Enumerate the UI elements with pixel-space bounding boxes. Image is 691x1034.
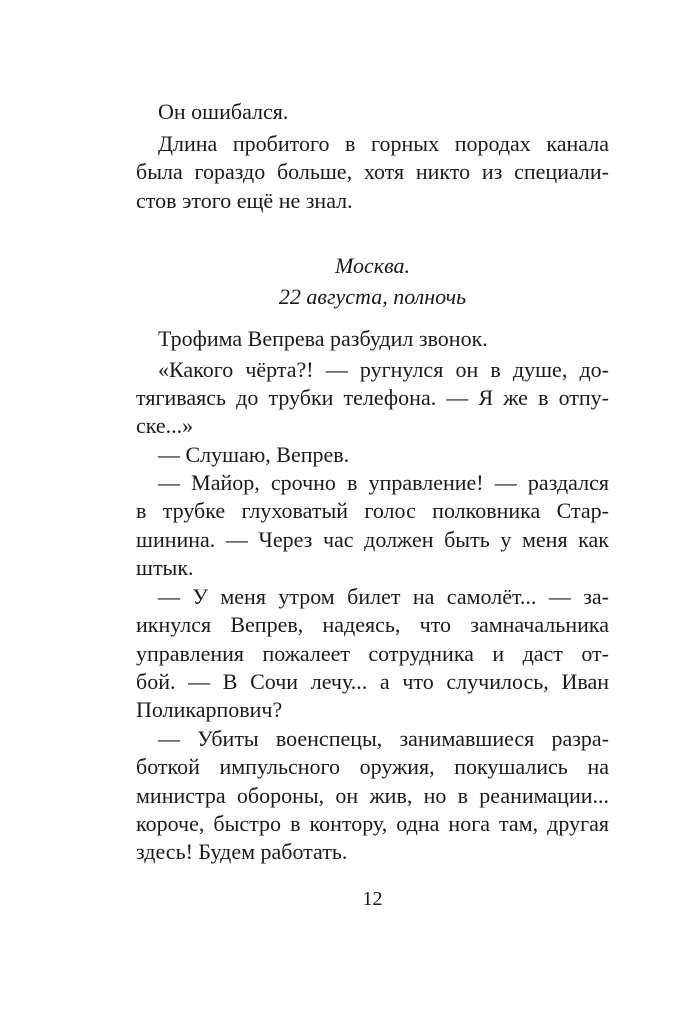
paragraph-line: «Какого чёрта?! — ругнулся он в душе, до-	[158, 357, 609, 382]
paragraph-line: тягиваясь до трубки телефона. — Я же в отпу-	[136, 385, 609, 410]
paragraph-line: в трубке глуховатый голос полковника Стар-	[136, 498, 609, 523]
paragraph-line: шинина. — Через час должен быть у меня как	[136, 527, 609, 552]
paragraph-line: штык.	[136, 555, 194, 580]
paragraph-line: боткой импульсного оружия, покушались на	[136, 754, 609, 779]
paragraph-line: Он ошибался.	[158, 99, 289, 124]
paragraph-line: икнулся Вепрев, надеясь, что замначальника	[136, 612, 609, 637]
paragraph-line: ске...»	[136, 413, 194, 438]
paragraph-line: — У меня утром билет на самолёт... — за-	[158, 584, 609, 609]
heading-date: 22 августа, полночь	[278, 284, 467, 309]
paragraph-line: — Майор, срочно в управление! — раздался	[158, 470, 609, 495]
paragraph-line: — Убиты военспецы, занимавшиеся разра-	[158, 726, 609, 751]
paragraph-line: была гораздо больше, хотя никто из специали-	[136, 159, 609, 184]
paragraph-line: бой. — В Сочи лечу... а что случилось, Иван	[136, 669, 609, 694]
paragraph-line: управления пожалеет сотрудника и даст от-	[136, 641, 609, 666]
paragraph-line: — Слушаю, Вепрев.	[158, 442, 350, 467]
paragraph-line: министра обороны, он жив, но в реанимации...	[136, 783, 609, 808]
page-number: 12	[362, 888, 383, 910]
paragraph-line: здесь! Будем работать.	[136, 839, 348, 864]
heading-place: Москва.	[335, 253, 410, 278]
paragraph-line: стов этого ещё не знал.	[136, 188, 353, 213]
paragraph-line: Длина пробитого в горных породах канала	[158, 131, 609, 156]
paragraph-line: Поликарпович?	[136, 697, 283, 722]
paragraph-line: Трофима Вепрева разбудил звонок.	[158, 326, 488, 351]
paragraph-line: короче, быстро в контору, одна нога там, другая	[136, 811, 609, 836]
